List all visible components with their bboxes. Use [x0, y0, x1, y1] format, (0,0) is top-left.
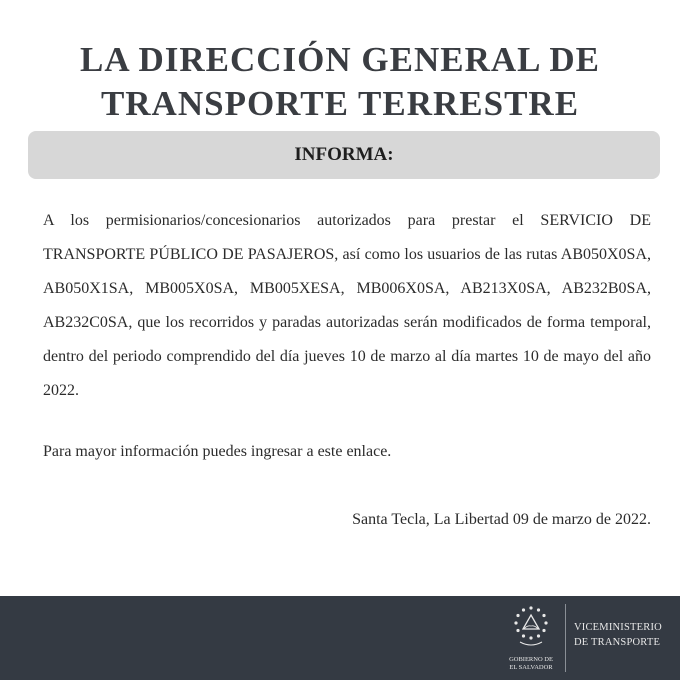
footer-bar — [0, 596, 680, 680]
title-line-1: LA DIRECCIÓN GENERAL DE — [80, 40, 600, 79]
ministry-name — [574, 620, 674, 650]
more-info-text: Para mayor información puedes ingresar a este enlace. — [43, 443, 392, 460]
informa-banner — [28, 131, 660, 179]
place-date-line: Santa Tecla, La Libertad 09 de marzo de 2022. — [352, 511, 651, 528]
ministry-line-2: DE TRANSPORTE — [574, 637, 661, 648]
emblem-caption-line-1: GOBIERNO DE — [509, 656, 553, 663]
ministry-line-1: VICEMINISTERIO — [574, 622, 662, 633]
footer-divider — [565, 604, 566, 672]
title-line-2: TRANSPORTE TERRESTRE — [100, 84, 580, 123]
government-emblem — [502, 604, 560, 674]
emblem-caption — [502, 656, 560, 671]
page-title — [0, 38, 680, 126]
informa-label: INFORMA: — [294, 144, 394, 165]
notice-paragraph: A los permisionarios/concesionarios autorizados para prestar el SERVICIO DE TRANSPORTE PÚBLICO DE PASAJEROS, así como los usuarios de las rutas AB050X0SA, AB050X1SA, MB005X0SA, MB005XESA, MB006X0SA, AB213X0SA, AB232B0SA, AB232C0SA, que los recorridos y paradas autorizadas serán modificados de forma temporal, dentro del periodo comprendido del día jueves 10 de marzo al día martes 10 de mayo del año 2022. — [43, 212, 651, 399]
el-salvador-coat-of-arms-icon — [502, 604, 560, 654]
emblem-caption-line-2: EL SALVADOR — [509, 663, 553, 671]
